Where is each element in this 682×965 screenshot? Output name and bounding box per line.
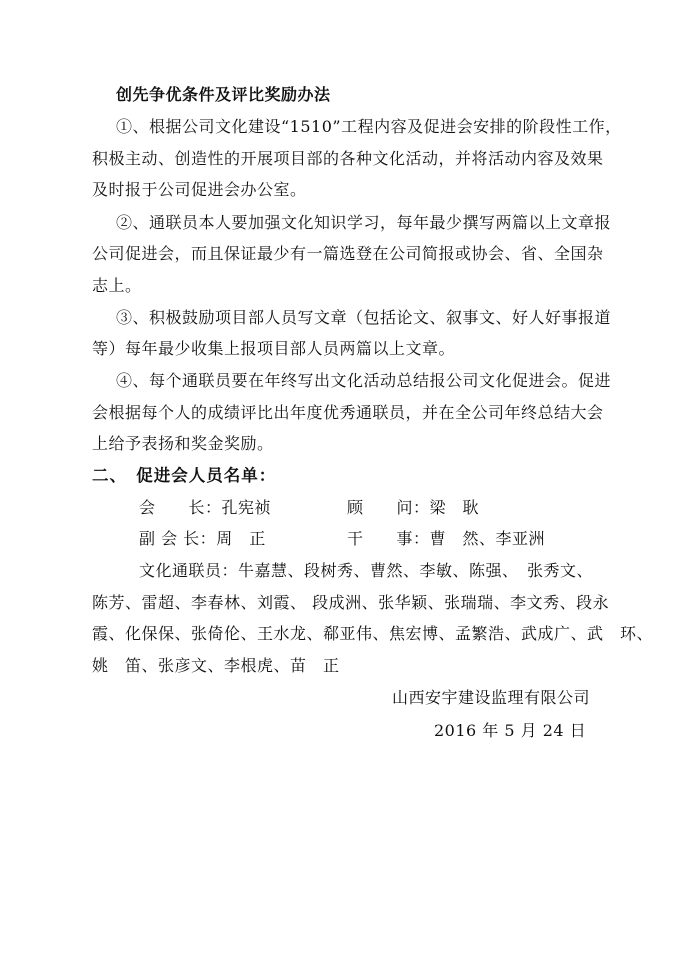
paragraph-1-line-1: ①、根据公司文化建设“1510”工程内容及促进会安排的阶段性工作， [116, 117, 622, 136]
vice-president-name: 周 正 [216, 529, 266, 548]
paragraph-1-line-3: 及时报于公司促进会办公室。 [92, 180, 307, 199]
advisor-label: 顾 问： [347, 498, 430, 517]
paragraph-4-line-3: 上给予表扬和奖金奖励。 [92, 434, 274, 453]
document-title: 创先争优条件及评比奖励办法 [116, 85, 331, 104]
paragraph-4-line-2: 会根据每个人的成绩评比出年度优秀通联员，并在全公司年终总结大会 [92, 403, 604, 422]
roster-row-advisor [347, 498, 479, 518]
officer-names: 曹 然、李亚洲 [429, 529, 546, 548]
paragraph-2-line-3: 志上。 [92, 276, 142, 295]
paragraph-4-line-1: ④、每个通联员要在年终写出文化活动总结报公司文化促进会。促进 [116, 371, 612, 390]
advisor-name: 梁 耿 [429, 498, 480, 517]
roster-row-vice-president [139, 529, 266, 549]
paragraph-2-line-1: ②、通联员本人要加强文化知识学习，每年最少撰写两篇以上文章报 [116, 213, 612, 232]
vice-president-label: 副 会 长： [139, 529, 217, 548]
company-signature: 山西安宇建设监理有限公司 [392, 688, 591, 707]
officer-label: 干 事： [347, 529, 430, 548]
correspondents-line-1: 文化通联员：牛嘉慧、段树秀、曹然、李敏、陈强、 张秀文、 [139, 561, 594, 580]
paragraph-3-line-1: ③、积极鼓励项目部人员写文章（包括论文、叙事文、好人好事报道 [116, 308, 612, 327]
correspondents-line-2: 陈芳、雷超、李春林、刘霞、 段成洲、张华颖、张瑞瑞、李文秀、段永 [92, 593, 610, 612]
roster-row-president [139, 498, 271, 518]
roster-row-officer [347, 529, 545, 549]
president-label: 会 长： [139, 498, 222, 517]
section-2-heading: 二、 促进会人员名单： [92, 466, 277, 485]
paragraph-3-line-2: 等）每年最少收集上报项目部人员两篇以上文章。 [92, 339, 456, 358]
document-date: 2016 年 5 月 24 日 [434, 721, 587, 740]
correspondents-line-3: 霞、化保保、张倚伦、王水龙、郗亚伟、焦宏博、孟繁浩、武成广、武 环、 [92, 624, 654, 643]
paragraph-1-line-2: 积极主动、创造性的开展项目部的各种文化活动，并将活动内容及效果 [92, 149, 604, 168]
paragraph-2-line-2: 公司促进会，而且保证最少有一篇选登在公司简报或协会、省、全国杂 [92, 244, 604, 263]
president-name: 孔宪祯 [221, 498, 272, 517]
correspondents-line-4: 姚 笛、张彦文、李根虎、苗 正 [92, 656, 340, 675]
